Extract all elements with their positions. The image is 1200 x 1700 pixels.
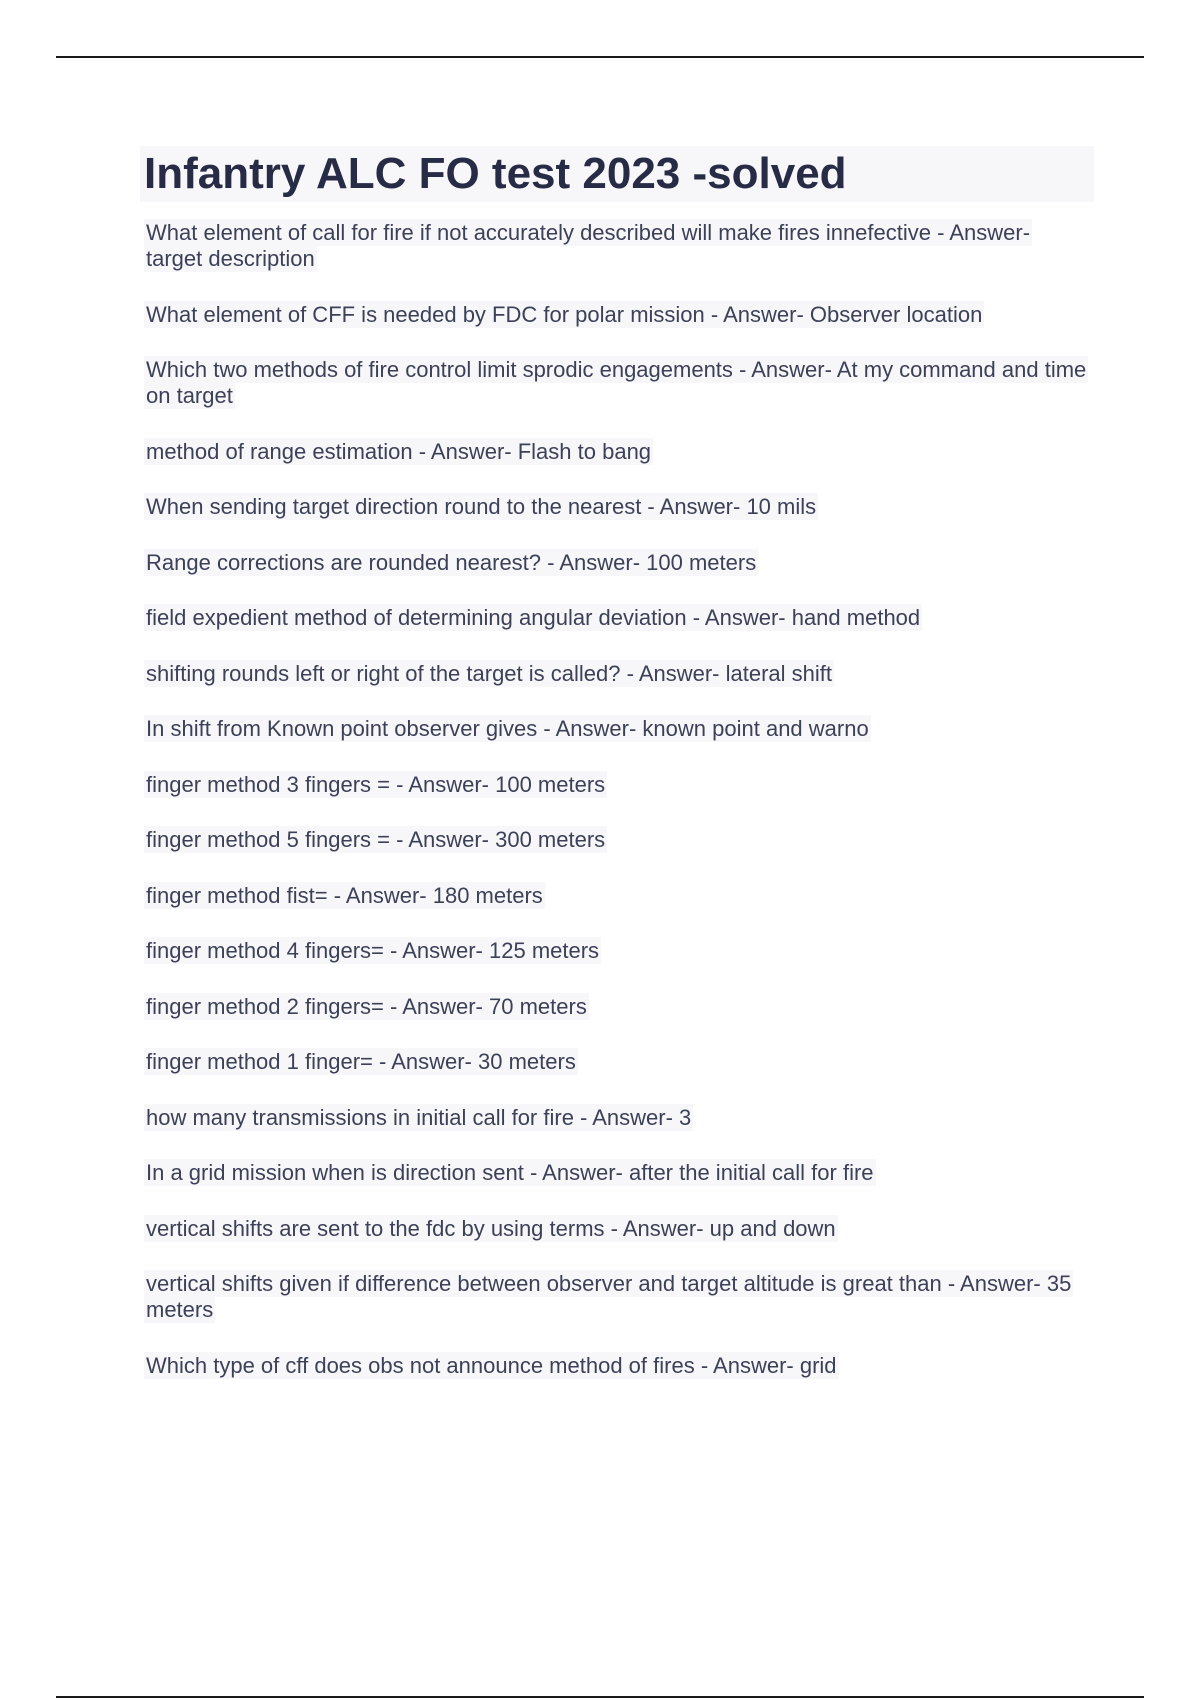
- qa-text: What element of call for fire if not accurately described will make fires innefective - Answer- target description: [146, 220, 1031, 271]
- qa-text: finger method 5 fingers = - Answer- 300 meters: [146, 827, 606, 852]
- qa-text: field expedient method of determining angular deviation - Answer- hand method: [146, 605, 921, 630]
- qa-item: [144, 302, 1090, 328]
- qa-item: [144, 357, 1090, 409]
- qa-text: Which type of cff does obs not announce method of fires - Answer- grid: [146, 1353, 837, 1378]
- qa-text: finger method fist= - Answer- 180 meters: [146, 883, 543, 908]
- document-body: [144, 146, 1090, 1379]
- qa-item: [144, 827, 1090, 853]
- qa-item: [144, 1105, 1090, 1131]
- qa-text: finger method 1 finger= - Answer- 30 meters: [146, 1049, 576, 1074]
- qa-text: What element of CFF is needed by FDC for polar mission - Answer- Observer location: [146, 302, 983, 327]
- qa-text: Range corrections are rounded nearest? - Answer- 100 meters: [146, 550, 757, 575]
- qa-item: [144, 605, 1090, 631]
- qa-item: [144, 1160, 1090, 1186]
- qa-text: Which two methods of fire control limit sprodic engagements - Answer- At my command and time on target: [146, 357, 1087, 408]
- bottom-rule: [56, 1696, 1144, 1698]
- qa-item: [144, 494, 1090, 520]
- qa-item: [144, 772, 1090, 798]
- qa-item: [144, 661, 1090, 687]
- qa-item: [144, 994, 1090, 1020]
- qa-list: [144, 220, 1090, 1379]
- qa-item: [144, 1049, 1090, 1075]
- qa-text: In a grid mission when is direction sent - Answer- after the initial call for fire: [146, 1160, 874, 1185]
- qa-text: In shift from Known point observer gives - Answer- known point and warno: [146, 716, 869, 741]
- qa-text: shifting rounds left or right of the target is called? - Answer- lateral shift: [146, 661, 832, 686]
- qa-text: vertical shifts given if difference between observer and target altitude is great than - Answer- 35 meters: [146, 1271, 1072, 1322]
- qa-text: finger method 4 fingers= - Answer- 125 meters: [146, 938, 600, 963]
- qa-item: [144, 1353, 1090, 1379]
- qa-item: [144, 439, 1090, 465]
- qa-text: vertical shifts are sent to the fdc by using terms - Answer- up and down: [146, 1216, 836, 1241]
- qa-item: [144, 550, 1090, 576]
- qa-item: [144, 716, 1090, 742]
- qa-item: [144, 1271, 1090, 1323]
- qa-text: finger method 2 fingers= - Answer- 70 meters: [146, 994, 587, 1019]
- qa-text: how many transmissions in initial call for fire - Answer- 3: [146, 1105, 692, 1130]
- qa-item: [144, 220, 1090, 272]
- qa-item: [144, 883, 1090, 909]
- qa-text: When sending target direction round to the nearest - Answer- 10 mils: [146, 494, 817, 519]
- page-title: Infantry ALC FO test 2023 -solved: [144, 149, 847, 198]
- qa-item: [144, 938, 1090, 964]
- top-rule: [56, 56, 1144, 58]
- qa-text: finger method 3 fingers = - Answer- 100 meters: [146, 772, 606, 797]
- title-block: [140, 146, 1094, 202]
- qa-item: [144, 1216, 1090, 1242]
- qa-text: method of range estimation - Answer- Flash to bang: [146, 439, 652, 464]
